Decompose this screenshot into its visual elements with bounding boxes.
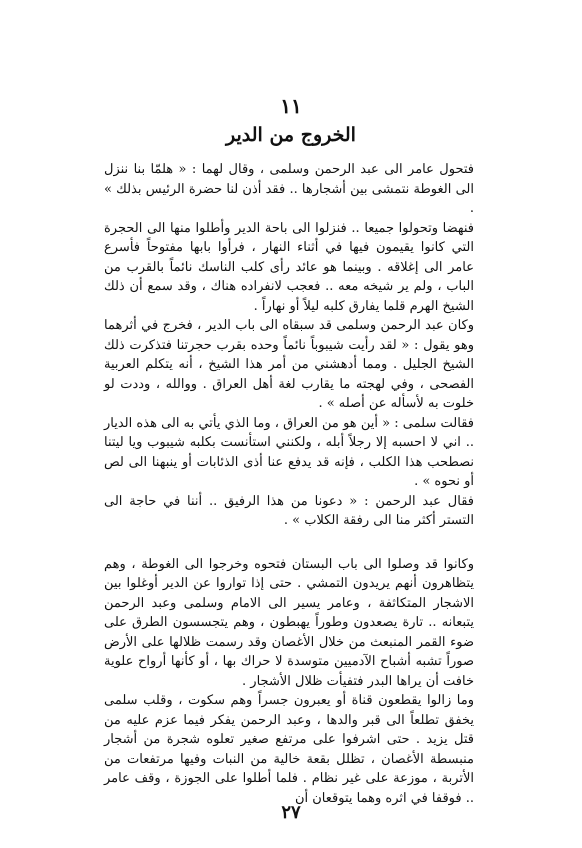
body-text [104,160,474,808]
chapter-title: الخروج من الدير [226,124,356,146]
paragraph: فقالت سلمى : « أين هو من العراق ، وما الذي يأتي به الى هذه الديار .. اني لا احسبه إلا رجلاً أبله ، ولكنني استأنست بكلبه شيبوب ويا ليتنا نصطحب هذا الكلب ، فإنه قد يدفع عنا أذى الذئابات أو ينبهنا الى لص أو نحوه » . [104,415,474,489]
paragraph: وكان عبد الرحمن وسلمى قد سبقاه الى باب الدير ، فخرج في أثرهما وهو يقول : « لقد رأيت شيبوباً نائماً وحده بقرب حجرتنا فتذكرت ذلك الشيخ الجليل . ومما أدهشني من أمر هذا الشيخ ، أنه يتكلم العربية الفصحى ، وفي لهجته ما يقارب لغة أهل العراق . ووالله ، وددت لو خلوت به لأسأله عن أصله » . [104,318,474,411]
paragraph: فتحول عامر الى عبد الرحمن وسلمى ، وقال لهما : « هلمّا بنا ننزل الى الغوطة نتمشى بين أشجارها .. فقد أذن لنا حضرة الرئيس بذلك » . [104,162,474,216]
paragraph: وكانوا قد وصلوا الى باب البستان فتحوه وخرجوا الى الغوطة ، وهم يتظاهرون أنهم يريدون التمشي . حتى إذا تواروا عن الدير أوغلوا بين الاشجار المتكاثفة ، وعامر يسير الى الامام وسلمى وعبد الرحمن يتبعانه .. تارة يصعدون وطوراً يهبطون ، وهم يتجسسون الطرق على ضوء القمر المنبعث من خلال الأغصان وقد رسمت ظلالها على الأرض صوراً تشبه أشباح الآدميين متوسدة لا حراك بها ، أو كأنها أرواح علوية خافت أن يراها البدر فتفيأت ظلال الأشجار . [104,556,474,689]
page-number: ٢٧ [281,802,301,823]
paragraph: فنهضا وتحولوا جميعا .. فنزلوا الى باحة الدير وأطلوا منها الى الحجرة التي كانوا يقيمون فيها في أثناء النهار ، فرأوا بابها مفتوحاً فأسرع عامر الى إغلاقه . وبينما هو عائد رأى كلب الناسك نائماً بالقرب من الباب ، ولم ير شيخه معه .. فعجب لانفراده هناك ، وقد سمع أن ذلك الشيخ الهرم قلما يفارق كلبه ليلاً أو نهاراً . [104,220,474,314]
chapter-number: ١١ [280,94,302,118]
paragraph: فقال عبد الرحمن : « دعونا من هذا الرفيق .. أننا في حاجة الى التستر أكثر منا الى رفقة الكلاب » . [104,493,474,528]
paragraph: وما زالوا يقطعون قناة أو يعبرون جسراً وهم سكوت ، وقلب سلمى يخفق تطلعاً الى قبر والدها ، وعبد الرحمن يفكر فيما عزم عليه من قتل يزيد . حتى اشرفوا على مرتفع صغير تعلوه شجرة من أشجار منبسطة الأغصان ، تظلل بقعة خالية من النبات وفيها مرتفعات من الأتربة ، موزعة على غير نظام . فلما أطلوا على الجوزة ، وقف عامر .. فوقفا في اثره وهما يتوقعان أن [104,693,474,806]
section-gap [104,531,474,555]
